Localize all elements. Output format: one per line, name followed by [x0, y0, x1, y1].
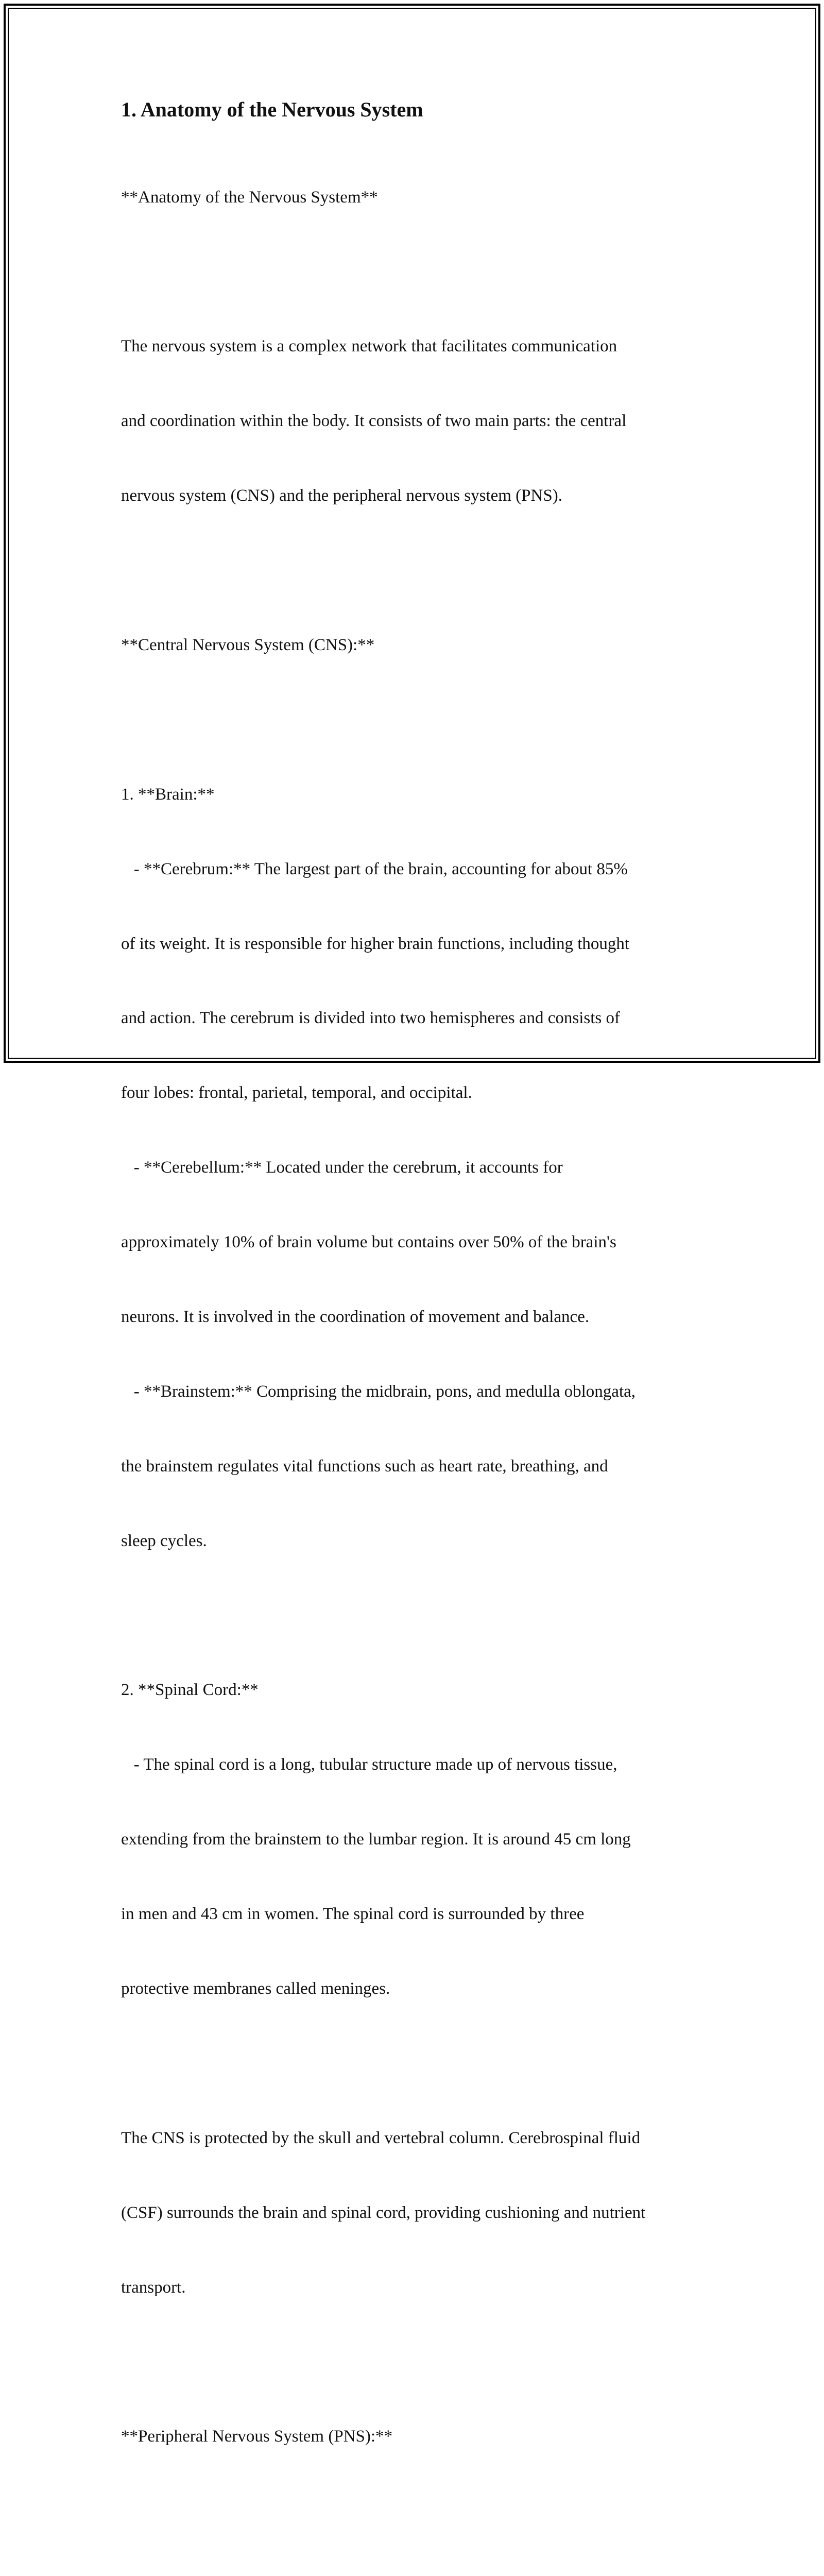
section-heading: 1. Anatomy of the Nervous System	[121, 98, 423, 121]
text-line: sleep cycles.	[121, 1531, 207, 1550]
text-line: - **Cerebrum:** The largest part of the brain, accounting for about 85%	[121, 859, 628, 878]
text-line: **Central Nervous System (CNS):**	[121, 635, 375, 654]
text-line: **Anatomy of the Nervous System**	[121, 188, 378, 207]
text-line: approximately 10% of brain volume but contains over 50% of the brain's	[121, 1233, 616, 1252]
text-line: nervous system (CNS) and the peripheral nervous system (PNS).	[121, 486, 562, 505]
body-text	[121, 135, 718, 2576]
text-line	[121, 558, 718, 583]
text-line	[121, 2573, 718, 2576]
text-line: four lobes: frontal, parietal, temporal, and occipital.	[121, 1083, 472, 1103]
text-line	[121, 2499, 718, 2523]
document-body	[121, 97, 718, 2576]
text-line: The nervous system is a complex network that facilitates communication	[121, 337, 617, 356]
text-line: protective membranes called meninges.	[121, 1979, 390, 1998]
text-line: (CSF) surrounds the brain and spinal cord, providing cushioning and nutrient	[121, 2203, 646, 2222]
text-line: 2. **Spinal Cord:**	[121, 1681, 259, 1700]
text-line: of its weight. It is responsible for higher brain functions, including thought	[121, 934, 630, 953]
text-line: neurons. It is involved in the coordination of movement and balance.	[121, 1307, 590, 1326]
text-line: the brainstem regulates vital functions such as heart rate, breathing, and	[121, 1456, 608, 1476]
text-line	[121, 1603, 718, 1628]
text-line: **Peripheral Nervous System (PNS):**	[121, 2427, 393, 2446]
text-line: extending from the brainstem to the lumbar region. It is around 45 cm long	[121, 1830, 631, 1849]
text-line: and coordination within the body. It consists of two main parts: the central	[121, 412, 627, 431]
text-line	[121, 2051, 718, 2076]
text-line: in men and 43 cm in women. The spinal cord is surrounded by three	[121, 1905, 585, 1924]
text-line	[121, 2349, 718, 2374]
text-line: - The spinal cord is a long, tubular structure made up of nervous tissue,	[121, 1755, 617, 1774]
text-line: 1. **Brain:**	[121, 785, 215, 804]
text-line	[121, 707, 718, 732]
text-line: - **Brainstem:** Comprising the midbrain, pons, and medulla oblongata,	[121, 1382, 636, 1401]
text-line: transport.	[121, 2278, 186, 2297]
text-line	[121, 259, 718, 284]
text-line: - **Cerebellum:** Located under the cerebrum, it accounts for	[121, 1158, 563, 1177]
text-line: and action. The cerebrum is divided into two hemispheres and consists of	[121, 1009, 621, 1028]
text-line: The CNS is protected by the skull and vertebral column. Cerebrospinal fluid	[121, 2128, 641, 2147]
